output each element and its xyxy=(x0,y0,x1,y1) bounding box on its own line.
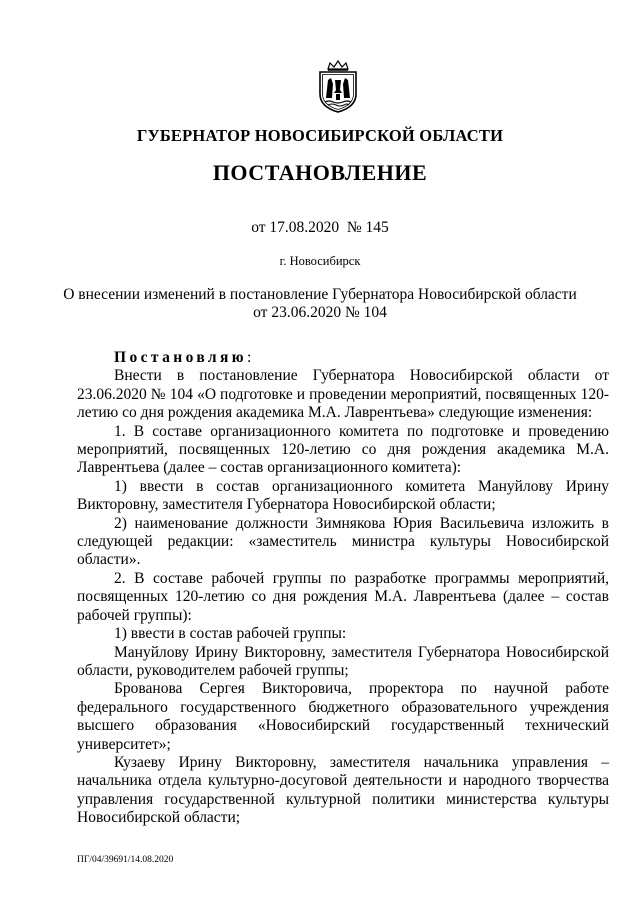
paragraph: 1) ввести в состав рабочей группы: xyxy=(114,625,347,643)
paragraph: Мануйлову Ирину Викторовну, заместителя Губернатора Новосибирской области, руководителем рабочей группы; xyxy=(77,643,609,679)
subject-line-1: О внесении изменений в постановление Губернатора Новосибирской области xyxy=(63,286,577,303)
paragraph: Внести в постановление Губернатора Новосибирской области от 23.06.2020 № 104 «О подготовке и проведении мероприятий, посвященных 120-летию со дня рождения академика М.А. Лаврентьева» следующие изменения: xyxy=(77,367,609,422)
document-code: ПГ/04/39691/14.08.2020 xyxy=(77,855,174,865)
paragraph: 1. В составе организационного комитета по подготовке и проведению мероприятий, посвященных 120-летию со дня рождения академика М.А. Лаврентьева (далее – состав организационного комитета): xyxy=(77,422,609,477)
decree-word: Постановляю xyxy=(114,349,248,366)
document-type: ПОСТАНОВЛЕНИЕ xyxy=(212,160,428,185)
city: г. Новосибирск xyxy=(279,254,361,268)
paragraph: 1) ввести в состав организационного комитета Мануйлову Ирину Викторовну, заместителя Губернатора Новосибирской области; xyxy=(77,477,609,514)
paragraph: 2. В составе рабочей группы по разработке программы мероприятий, посвященных 120-летию со дня рождения М.А. Лаврентьева (далее – состав рабочей группы): xyxy=(77,569,609,624)
date-and-number: от 17.08.2020 № 145 xyxy=(251,219,389,236)
decree-heading xyxy=(77,349,609,367)
coat-of-arms-icon xyxy=(316,60,360,114)
document-subject xyxy=(60,286,580,322)
paragraph: Кузаеву Ирину Викторовну, заместителя начальника управления – начальника отдела культурно-досуговой деятельности и народного творчества управления государственной культурной политики министерства культуры Новосибирской области; xyxy=(77,753,609,827)
governor-title: ГУБЕРНАТОР НОВОСИБИРСКОЙ ОБЛАСТИ xyxy=(136,126,504,145)
decree-colon: : xyxy=(247,349,252,366)
paragraph: 2) наименование должности Зимнякова Юрия Васильевича изложить в следующей редакции: «заместитель министра культуры Новосибирской области». xyxy=(77,514,609,569)
subject-line-2: от 23.06.2020 № 104 xyxy=(253,304,387,321)
document-body xyxy=(77,349,609,828)
paragraph: Брованова Сергея Викторовича, проректора по научной работе федерального государственного бюджетного образовательного учреждения высшего образования «Новосибирский государственный технический университет»; xyxy=(77,680,609,753)
